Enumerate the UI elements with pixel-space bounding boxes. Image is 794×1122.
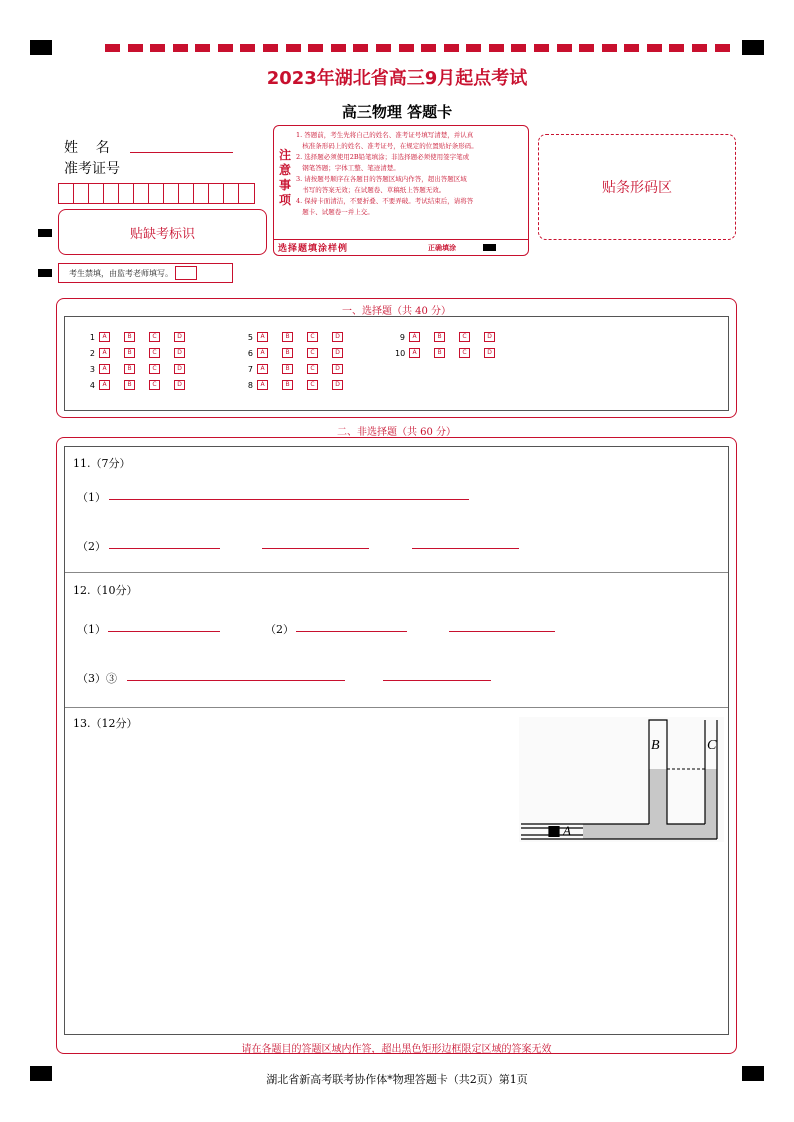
section-divider <box>65 572 728 573</box>
mcq-option-bubble[interactable]: A <box>257 364 268 374</box>
timing-dash <box>421 44 436 52</box>
mcq-question-number: 6 <box>247 348 253 358</box>
timing-dash <box>669 44 684 52</box>
timing-dash <box>353 44 368 52</box>
mcq-option-bubble[interactable]: B <box>124 380 135 390</box>
name-label: 姓 名 <box>64 140 110 156</box>
mcq-option-bubble[interactable]: B <box>282 332 293 342</box>
mcq-question-number: 4 <box>89 380 95 390</box>
mcq-option-bubble[interactable]: D <box>484 332 495 342</box>
mcq-option-bubble[interactable]: C <box>459 348 470 358</box>
q12-part3-answer-2[interactable] <box>383 680 491 681</box>
timing-dash <box>308 44 323 52</box>
boundary-warning: 请在各题目的答题区域内作答，超出黑色矩形边框限定区域的答案无效 <box>241 1044 552 1055</box>
q11-part2-answer-3[interactable] <box>412 548 519 549</box>
exam-id-label: 准考证号 <box>64 161 120 177</box>
mcq-question-row <box>85 363 199 375</box>
exam-title: 2023年湖北省高三9月起点考试 <box>266 68 528 89</box>
barcode-label: 贴条形码区 <box>602 180 672 196</box>
notice-heading-char: 项 <box>278 193 291 207</box>
notice-item: 题卡、试题卷一并上交。 <box>296 208 374 216</box>
mcq-option-bubble[interactable]: D <box>332 364 343 374</box>
exam-id-cell[interactable] <box>89 184 104 203</box>
exam-id-cell[interactable] <box>59 184 74 203</box>
mcq-option-bubble[interactable]: B <box>282 348 293 358</box>
card-subtitle: 高三物理 答题卡 <box>341 103 453 121</box>
notice-item: 3. 请按题号顺序在各题目的答题区域内作答，超出答题区域 <box>296 175 467 183</box>
piston-a <box>549 826 559 837</box>
registration-mark-top-left <box>30 40 52 55</box>
mcq-option-bubble[interactable]: C <box>149 332 160 342</box>
label-c: C <box>707 738 717 753</box>
mcq-option-bubble[interactable]: C <box>149 364 160 374</box>
nonmcq-answer-area <box>64 446 729 1035</box>
timing-dash <box>647 44 662 52</box>
mcq-option-bubble[interactable]: D <box>332 348 343 358</box>
timing-dash <box>376 44 391 52</box>
timing-dash <box>534 44 549 52</box>
mcq-option-bubble[interactable]: B <box>124 332 135 342</box>
mcq-question-row <box>85 331 199 343</box>
exam-id-cell[interactable] <box>119 184 134 203</box>
timing-dash <box>286 44 301 52</box>
timing-dash <box>173 44 188 52</box>
exam-id-grid[interactable] <box>58 183 255 204</box>
exam-id-cell[interactable] <box>209 184 224 203</box>
label-b: B <box>651 738 660 753</box>
mcq-option-bubble[interactable]: D <box>174 348 185 358</box>
mcq-option-bubble[interactable]: A <box>409 348 420 358</box>
timing-dash <box>466 44 481 52</box>
mcq-question-row <box>395 331 509 343</box>
proctor-checkbox[interactable] <box>175 266 197 280</box>
notice-heading-char: 注 <box>278 148 291 162</box>
mcq-option-bubble[interactable]: C <box>307 332 318 342</box>
timing-dash <box>579 44 594 52</box>
timing-dash <box>195 44 210 52</box>
mcq-option-bubble[interactable]: C <box>307 364 318 374</box>
timing-dash <box>331 44 346 52</box>
timing-dash <box>399 44 414 52</box>
notice-list <box>296 130 524 218</box>
mcq-question-row <box>243 347 357 359</box>
filled-bubble-sample <box>483 244 496 251</box>
proctor-note: 考生禁填，由监考老师填写。 <box>69 268 173 278</box>
timing-dash <box>263 44 278 52</box>
mcq-option-bubble[interactable]: A <box>99 364 110 374</box>
q12-part3-label: （3）③ <box>77 672 117 685</box>
timing-dash <box>489 44 504 52</box>
fill-sample <box>274 239 528 256</box>
exam-id-cell[interactable] <box>134 184 149 203</box>
section-divider <box>65 707 728 708</box>
mcq-question-row <box>243 379 357 391</box>
q11-part1-answer[interactable] <box>109 499 469 500</box>
q11-part2-answer-2[interactable] <box>262 548 369 549</box>
mcq-option-bubble[interactable]: A <box>257 348 268 358</box>
q13-answer-space[interactable] <box>65 737 515 1027</box>
mcq-question-number: 10 <box>395 348 406 358</box>
notice-item: 2. 选择题必须使用2B铅笔填涂；非选择题必须使用签字笔或 <box>296 153 470 161</box>
timing-mark <box>38 229 52 237</box>
mcq-question-number: 5 <box>247 332 253 342</box>
mcq-question-number: 7 <box>247 364 253 374</box>
nonmcq-section-title: 二、非选择题（共 60 分） <box>336 427 457 438</box>
mcq-option-bubble[interactable]: A <box>409 332 420 342</box>
exam-id-cell[interactable] <box>179 184 194 203</box>
q11-part2-answer-1[interactable] <box>109 548 220 549</box>
q12-part2-label: （2） <box>265 623 294 636</box>
timing-dash <box>692 44 707 52</box>
q12-part1-answer[interactable] <box>108 631 220 632</box>
mcq-option-bubble[interactable]: B <box>282 380 293 390</box>
proctor-note-box <box>58 263 233 283</box>
exam-id-cell[interactable] <box>239 184 254 203</box>
exam-id-cell[interactable] <box>194 184 209 203</box>
notice-heading <box>276 148 294 208</box>
q12-label: 12.（10分） <box>73 584 138 597</box>
timing-dash <box>105 44 120 52</box>
q11-part2-label: （2） <box>77 540 106 553</box>
timing-dash <box>150 44 165 52</box>
exam-id-cell[interactable] <box>224 184 239 203</box>
mcq-option-bubble[interactable]: A <box>257 332 268 342</box>
q11-label: 11.（7分） <box>73 457 131 470</box>
mcq-option-bubble[interactable]: A <box>99 332 110 342</box>
mcq-option-bubble[interactable]: D <box>174 364 185 374</box>
mcq-question-row <box>395 347 509 359</box>
timing-dash <box>218 44 233 52</box>
mcq-option-bubble[interactable]: C <box>459 332 470 342</box>
missing-exam-sticker-box <box>58 209 267 255</box>
mcq-option-bubble[interactable]: D <box>174 332 185 342</box>
mcq-question-row <box>85 379 199 391</box>
mcq-option-bubble[interactable]: B <box>434 348 445 358</box>
mcq-option-bubble[interactable]: A <box>257 380 268 390</box>
u-tube-diagram <box>519 717 724 842</box>
notice-item: 4. 保持卡面清洁，不要折叠、不要弄破。考试结束后，请将答 <box>296 197 474 205</box>
mcq-option-bubble[interactable]: B <box>124 348 135 358</box>
notice-item: 1. 答题前，考生先将自己的姓名、准考证号填写清楚，并认真 <box>296 131 474 139</box>
mcq-option-bubble[interactable]: C <box>307 380 318 390</box>
q13-label: 13.（12分） <box>73 717 138 730</box>
correct-fill-label: 正确填涂 <box>428 243 456 252</box>
mcq-option-bubble[interactable]: D <box>332 332 343 342</box>
timing-dash <box>240 44 255 52</box>
exam-id-cell[interactable] <box>74 184 89 203</box>
mcq-section-title: 一、选择题（共 40 分） <box>341 306 452 317</box>
mcq-option-bubble[interactable]: C <box>149 380 160 390</box>
timing-dash <box>128 44 143 52</box>
notice-heading-char: 意 <box>278 163 291 177</box>
notice-heading-char: 事 <box>278 178 291 192</box>
barcode-area <box>538 134 736 240</box>
mcq-question-number: 8 <box>247 380 253 390</box>
timing-dash-bar <box>105 44 730 52</box>
q12-part1-label: （1） <box>77 623 106 636</box>
mcq-option-bubble[interactable]: B <box>434 332 445 342</box>
exam-id-cell[interactable] <box>104 184 119 203</box>
mcq-option-bubble[interactable]: C <box>149 348 160 358</box>
timing-dash <box>624 44 639 52</box>
mcq-option-bubble[interactable]: B <box>282 364 293 374</box>
mcq-option-bubble[interactable]: C <box>307 348 318 358</box>
timing-dash <box>557 44 572 52</box>
mcq-question-row <box>243 363 357 375</box>
mcq-answer-area <box>64 316 729 411</box>
timing-dash <box>511 44 526 52</box>
q12-part2-answer-2[interactable] <box>449 631 555 632</box>
mcq-option-bubble[interactable]: A <box>99 348 110 358</box>
mcq-option-bubble[interactable]: D <box>332 380 343 390</box>
q12-part2-answer-1[interactable] <box>296 631 407 632</box>
missing-exam-label: 贴缺考标识 <box>129 226 195 242</box>
notice-box <box>273 125 529 256</box>
mcq-question-row <box>243 331 357 343</box>
exam-id-cell[interactable] <box>149 184 164 203</box>
notice-item: 核准条形码上的姓名、准考证号，在规定的位置贴好条形码。 <box>296 142 478 150</box>
mcq-question-number: 3 <box>89 364 95 374</box>
timing-dash <box>715 44 730 52</box>
page-footer: 湖北省新高考联考协作体*物理答题卡（共2页）第1页 <box>266 1073 528 1086</box>
name-field[interactable] <box>130 152 233 153</box>
registration-mark-top-right <box>742 40 764 55</box>
timing-dash <box>444 44 459 52</box>
mcq-option-bubble[interactable]: A <box>99 380 110 390</box>
q11-part1-label: （1） <box>77 491 106 504</box>
mcq-option-bubble[interactable]: B <box>124 364 135 374</box>
q12-part3-answer-1[interactable] <box>127 680 345 681</box>
sample-label: 选择题填涂样例 <box>278 244 349 254</box>
mcq-question-number: 9 <box>399 332 405 342</box>
mcq-option-bubble[interactable]: D <box>174 380 185 390</box>
mcq-option-bubble[interactable]: D <box>484 348 495 358</box>
notice-item: 书写的答案无效；在试题卷、草稿纸上答题无效。 <box>296 186 446 194</box>
mcq-question-number: 1 <box>89 332 95 342</box>
mcq-question-row <box>85 347 199 359</box>
notice-item: 钢笔答题；字体工整、笔迹清楚。 <box>296 164 400 172</box>
timing-dash <box>602 44 617 52</box>
exam-id-cell[interactable] <box>164 184 179 203</box>
label-a: A <box>563 823 571 838</box>
mcq-question-number: 2 <box>89 348 95 358</box>
timing-mark <box>38 269 52 277</box>
